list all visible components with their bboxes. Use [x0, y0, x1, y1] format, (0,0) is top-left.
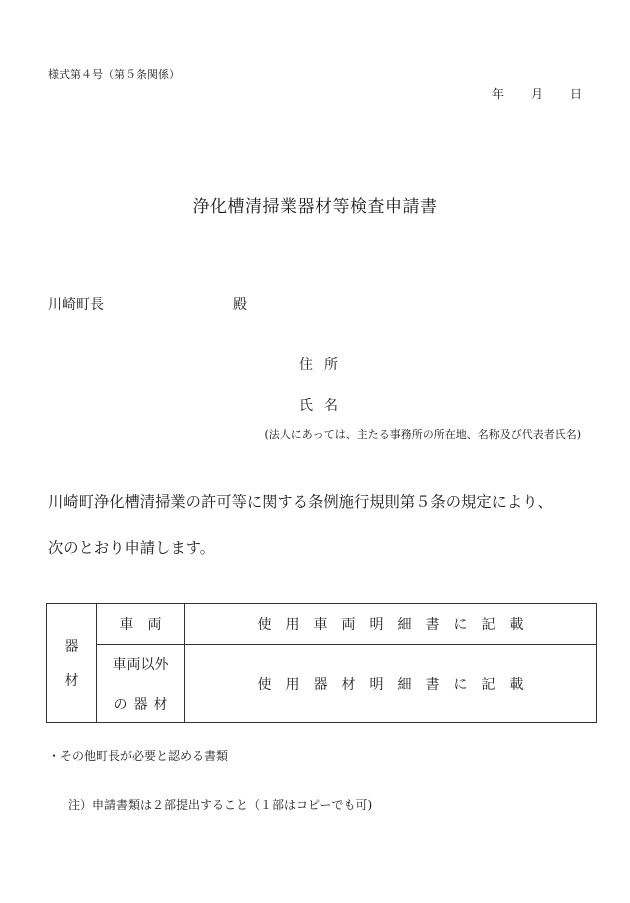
- table-row: [47, 604, 597, 645]
- honorific: 殿: [233, 297, 247, 313]
- other-equipment-value: 使用器材明細書に記載: [257, 676, 538, 693]
- table-row: [47, 645, 597, 723]
- vehicle-value: 使用車両明細書に記載: [257, 617, 538, 633]
- corporate-note: (法人にあっては、主たる事務所の所在地、名称及び代表者氏名): [264, 428, 581, 441]
- group-label-bottom: 材: [64, 673, 79, 689]
- group-label-top: 器: [64, 639, 79, 655]
- document-title: 浄化槽清掃業器材等検査申請書: [192, 197, 438, 217]
- other-documents-note: ・その他町長が必要と認める書類: [48, 749, 229, 763]
- submission-note: 注）申請書類は２部提出すること（１部はコピーでも可): [68, 798, 373, 812]
- date-month-label: 月: [530, 87, 543, 101]
- equipment-table: [46, 603, 597, 723]
- address-label: 住所: [299, 357, 349, 373]
- form-number: 様式第４号（第５条関係）: [48, 68, 180, 81]
- other-equipment-value-cell: [185, 645, 597, 723]
- other-equipment-label-line1: 車両以外: [112, 656, 169, 673]
- body-text-line-2: 次のとおり申請します。: [48, 539, 216, 557]
- vehicle-label-cell: [97, 604, 185, 645]
- other-equipment-label-line2: の器材: [113, 696, 174, 713]
- vehicle-label: 車両: [119, 617, 176, 633]
- equipment-group-cell: [47, 604, 97, 723]
- date-day-label: 日: [569, 87, 582, 101]
- body-text-line-1: 川崎町浄化槽清掃業の許可等に関する条例施行規則第５条の規定により、: [48, 493, 553, 511]
- date-line: [492, 85, 582, 102]
- name-label: 氏名: [299, 398, 349, 414]
- vehicle-value-cell: [185, 604, 597, 645]
- addressee: 川崎町長: [48, 297, 104, 313]
- date-year-label: 年: [491, 87, 504, 101]
- other-equipment-label-cell: [97, 645, 185, 723]
